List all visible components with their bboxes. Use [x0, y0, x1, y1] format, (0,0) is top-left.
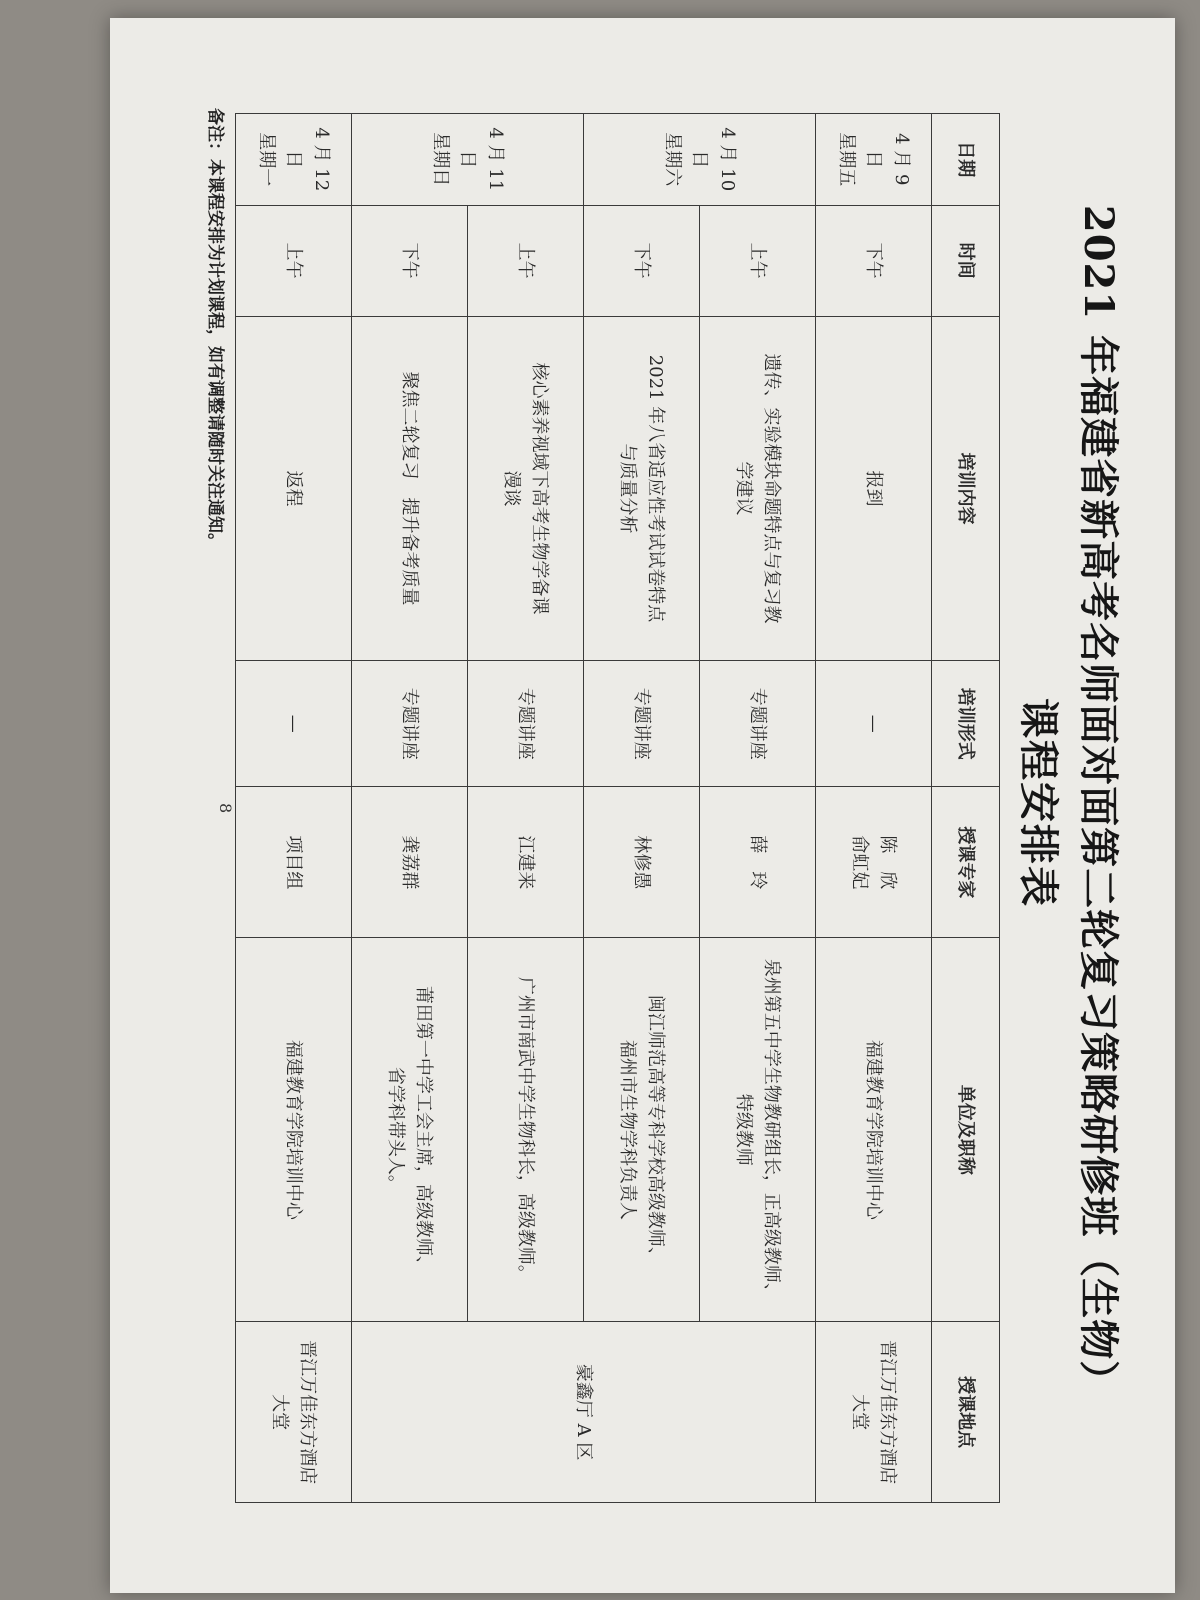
header-date: 日期	[932, 114, 1000, 206]
content-cell: 聚焦二轮复习 提升备考质量	[352, 316, 468, 660]
table-header-row	[932, 114, 1000, 1503]
table-row	[352, 114, 468, 1503]
location-cell: 晋江万佳东方酒店 大堂	[236, 1322, 352, 1503]
form-cell: 专题讲座	[584, 661, 700, 787]
content-cell: 报到	[816, 316, 932, 660]
time-cell: 上午	[700, 205, 816, 316]
paper-sheet	[110, 18, 1175, 1593]
time-cell: 上午	[236, 205, 352, 316]
time-cell: 下午	[352, 205, 468, 316]
table-row	[468, 114, 584, 1503]
date-cell: 4 月 12 日 星期一	[236, 114, 352, 206]
table-row	[584, 114, 700, 1503]
expert-cell: 薛 玲	[700, 787, 816, 938]
unit-cell: 泉州第五中学生物教研组长，正高级教师、 特级教师	[700, 938, 816, 1322]
date-cell: 4 月 10 日 星期六	[584, 114, 816, 206]
location-cell: 豪鑫厅 A 区	[352, 1322, 816, 1503]
table-row	[816, 114, 932, 1503]
header-expert: 授课专家	[932, 787, 1000, 938]
rotated-document	[160, 53, 1170, 1553]
header-unit: 单位及职称	[932, 938, 1000, 1322]
unit-cell: 福建教育学院培训中心	[236, 938, 352, 1322]
unit-cell: 闽江师范高等专科学校高级教师、 福州市生物学科负责人	[584, 938, 700, 1322]
time-cell: 下午	[584, 205, 700, 316]
footnote: 备注：本课程安排为计划课程，如有调整请随时关注通知。	[205, 108, 225, 550]
content-cell: 2021 年八省适应性考试试卷特点 与质量分析	[584, 316, 700, 660]
expert-cell: 陈 欣 俞虹妃	[816, 787, 932, 938]
date-cell: 4 月 9 日 星期五	[816, 114, 932, 206]
header-form: 培训形式	[932, 661, 1000, 787]
table-row	[700, 114, 816, 1503]
location-cell: 晋江万佳东方酒店 大堂	[816, 1322, 932, 1503]
document-subtitle: 课程安排表	[1015, 698, 1062, 908]
header-time: 时间	[932, 205, 1000, 316]
form-cell: 专题讲座	[468, 661, 584, 787]
form-cell: 专题讲座	[352, 661, 468, 787]
content-cell: 遗传、实验模块命题特点与复习教 学建议	[700, 316, 816, 660]
expert-cell: 项目组	[236, 787, 352, 938]
expert-cell: 林修愚	[584, 787, 700, 938]
unit-cell: 莆田第一中学工会主席，高级教师、 省学科带头人。	[352, 938, 468, 1322]
header-content: 培训内容	[932, 316, 1000, 660]
content-cell: 核心素养视域下高考生物学备课 漫谈	[468, 316, 584, 660]
time-cell: 上午	[468, 205, 584, 316]
form-cell: —	[236, 661, 352, 787]
unit-cell: 广州市南武中学生物科长，高级教师。	[468, 938, 584, 1322]
document-title: 2021 年福建省新高考名师面对面第二轮复习策略研修班（生物）	[1075, 204, 1122, 1402]
date-cell: 4 月 11 日 星期日	[352, 114, 584, 206]
page-number: 8	[216, 803, 235, 814]
form-cell: 专题讲座	[700, 661, 816, 787]
time-cell: 下午	[816, 205, 932, 316]
unit-cell: 福建教育学院培训中心	[816, 938, 932, 1322]
header-location: 授课地点	[932, 1322, 1000, 1503]
content-cell: 返程	[236, 316, 352, 660]
expert-cell: 江建来	[468, 787, 584, 938]
expert-cell: 龚荔群	[352, 787, 468, 938]
schedule-table	[235, 113, 1000, 1503]
table-row	[236, 114, 352, 1503]
form-cell: —	[816, 661, 932, 787]
